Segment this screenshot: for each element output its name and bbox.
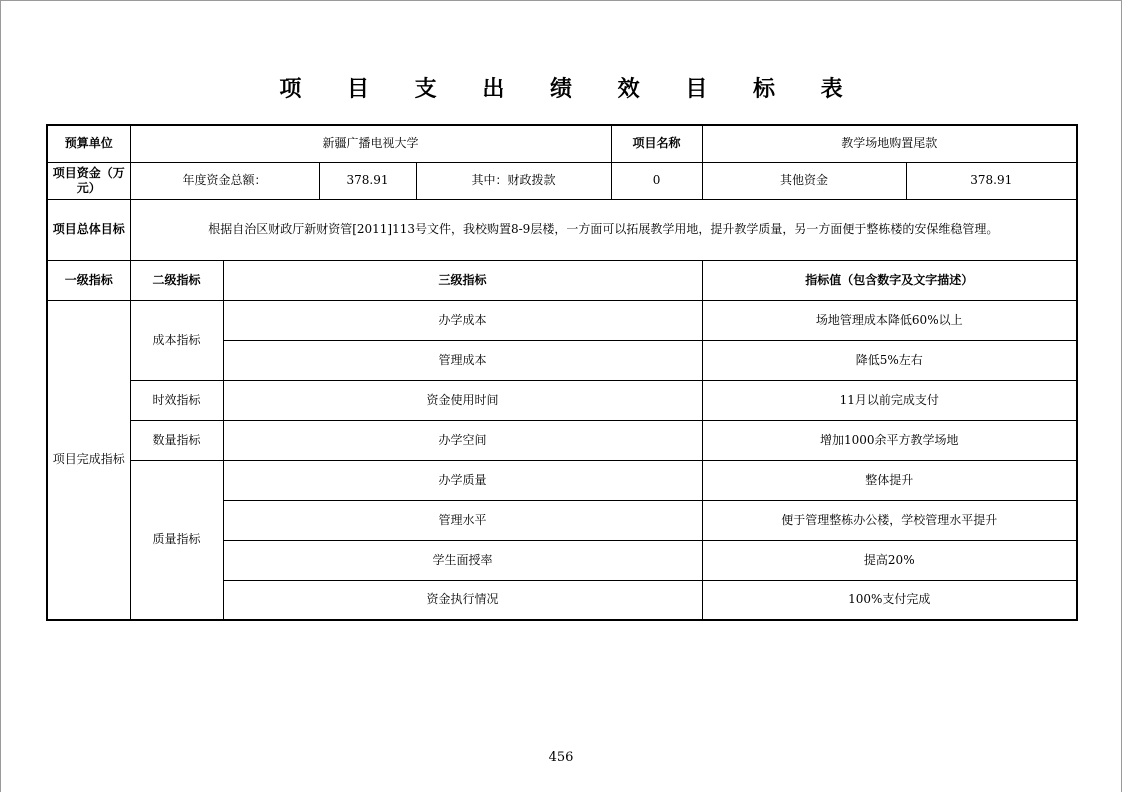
indicator-value: 提高20% (702, 540, 1077, 580)
table-row (47, 460, 1077, 500)
budget-unit-label: 预算单位 (47, 125, 130, 162)
performance-target-table (46, 124, 1078, 621)
annual-total-value: 378.91 (319, 162, 416, 199)
level3-indicator: 管理水平 (223, 500, 702, 540)
table-row (47, 380, 1077, 420)
level3-indicator: 管理成本 (223, 340, 702, 380)
level3-indicator: 资金执行情况 (223, 580, 702, 620)
cost-indicator-label: 成本指标 (130, 300, 223, 380)
level3-indicator: 办学质量 (223, 460, 702, 500)
indicator-value: 11月以前完成支付 (702, 380, 1077, 420)
indicator-value: 便于管理整栋办公楼，学校管理水平提升 (702, 500, 1077, 540)
indicator-value: 100%支付完成 (702, 580, 1077, 620)
column-header-level3: 三级指标 (223, 260, 702, 300)
quantity-indicator-label: 数量指标 (130, 420, 223, 460)
quality-indicator-label: 质量指标 (130, 460, 223, 620)
overall-goal-text: 根据自治区财政厅新财资管[2011]113号文件，我校购置8-9层楼，一方面可以拓展教学用地，提升教学质量，另一方面便于整栋楼的安保维稳管理。 (130, 199, 1077, 260)
page-number: 456 (548, 750, 574, 765)
project-funds-label: 项目资金（万元） (47, 162, 130, 199)
level3-indicator: 资金使用时间 (223, 380, 702, 420)
other-funds-value: 378.91 (906, 162, 1077, 199)
level1-indicator: 项目完成指标 (47, 300, 130, 620)
project-name-value: 教学场地购置尾款 (702, 125, 1077, 162)
level3-indicator: 学生面授率 (223, 540, 702, 580)
page-title: 项 目 支 出 绩 效 目 标 表 (279, 77, 862, 102)
other-funds-label: 其他资金 (702, 162, 906, 199)
annual-total-label: 年度资金总额： (130, 162, 319, 199)
table-row (47, 420, 1077, 460)
column-header-value: 指标值（包含数字及文字描述） (702, 260, 1077, 300)
indicator-value: 场地管理成本降低60%以上 (702, 300, 1077, 340)
indicator-value: 整体提升 (702, 460, 1077, 500)
project-name-label: 项目名称 (611, 125, 702, 162)
level3-indicator: 办学成本 (223, 300, 702, 340)
fiscal-allocation-label: 其中：财政拨款 (416, 162, 611, 199)
column-header-level2: 二级指标 (130, 260, 223, 300)
time-indicator-label: 时效指标 (130, 380, 223, 420)
fiscal-allocation-value: 0 (611, 162, 702, 199)
budget-unit-value: 新疆广播电视大学 (130, 125, 611, 162)
level3-indicator: 办学空间 (223, 420, 702, 460)
table-row (47, 300, 1077, 340)
column-header-level1: 一级指标 (47, 260, 130, 300)
indicator-value: 降低5%左右 (702, 340, 1077, 380)
overall-goal-label: 项目总体目标 (47, 199, 130, 260)
indicator-value: 增加1000余平方教学场地 (702, 420, 1077, 460)
